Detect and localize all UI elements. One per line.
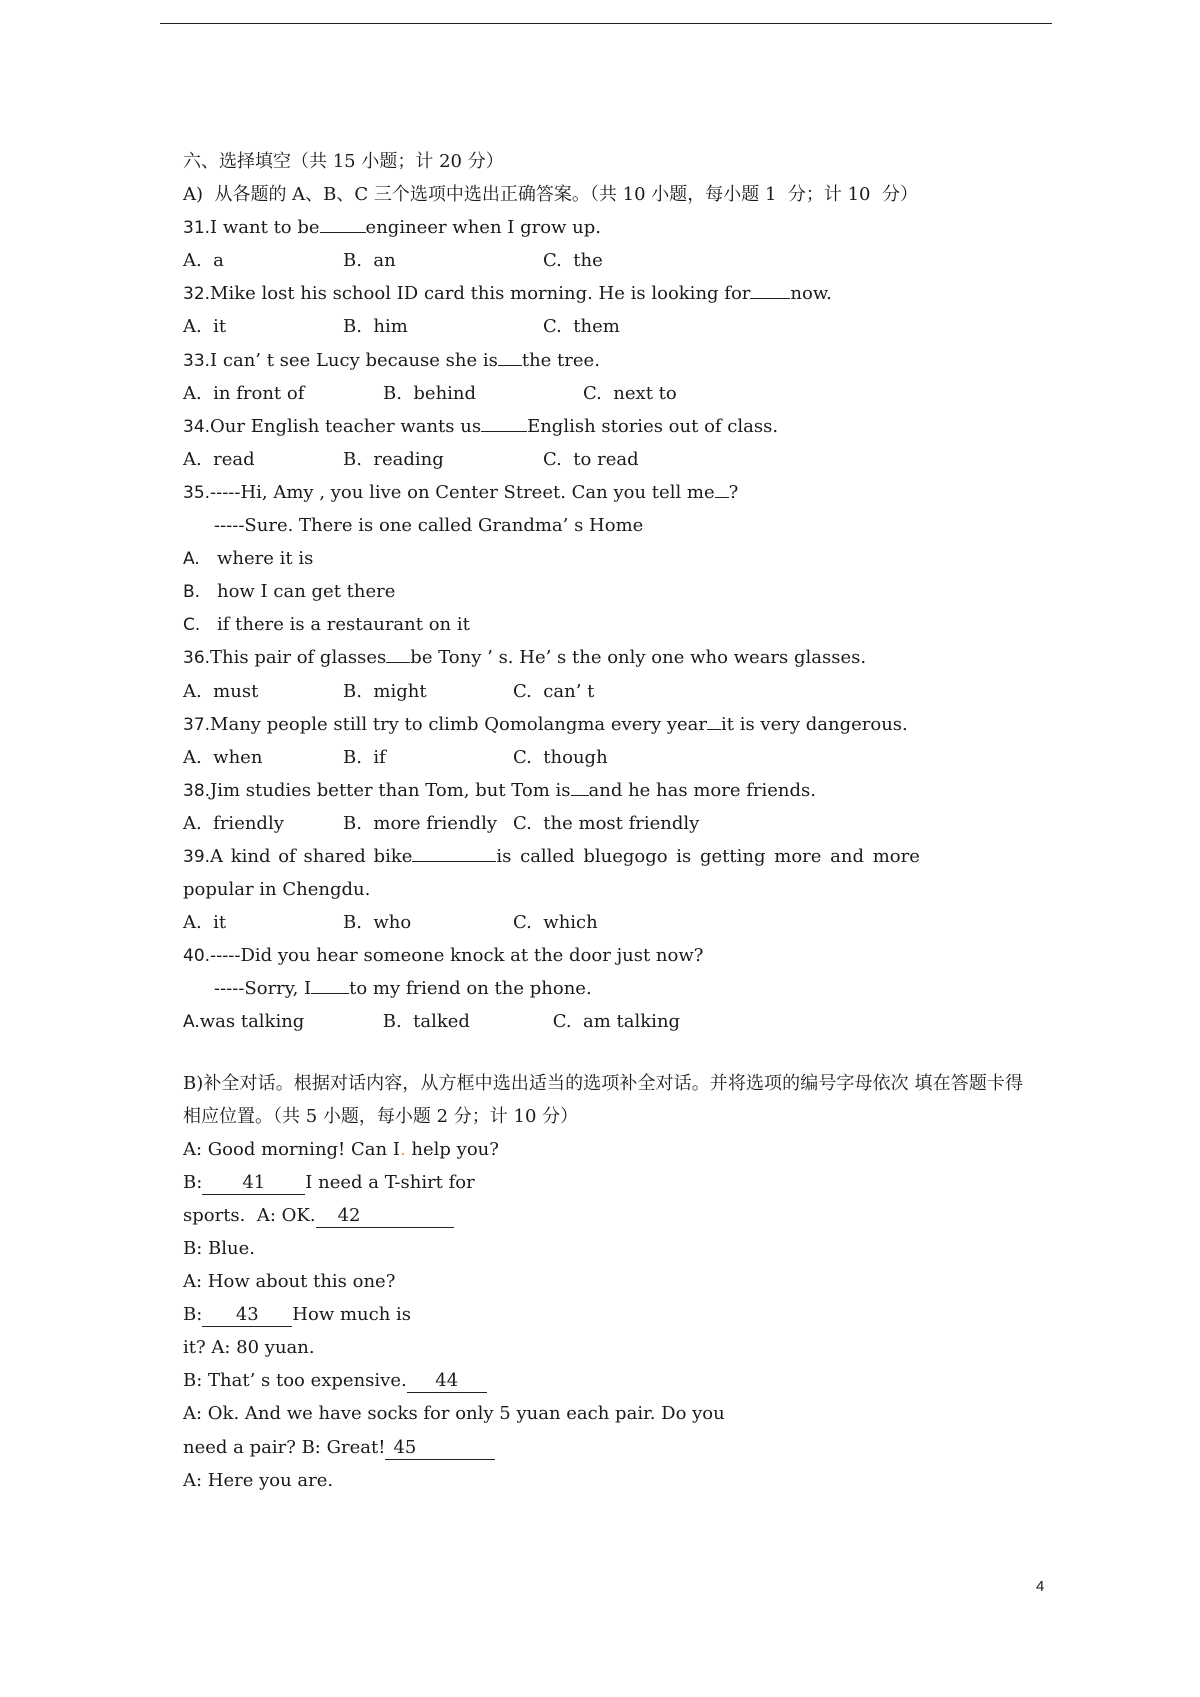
- dialogue-line-9: A: Ok. And we have socks for only 5 yuan each pair. Do you: [183, 1403, 725, 1425]
- answer-blank: [715, 477, 729, 498]
- dialogue-line-3: sports. A: OK. 42: [183, 1199, 1023, 1232]
- question-32: 32.Mike lost his school ID card this morning. He is looking for now.: [183, 277, 1023, 310]
- part-a-instructions: A) 从各题的 A、B、C 三个选项中选出正确答案。（共 10 小题，每小题 1 分；计 10 分）: [183, 184, 918, 206]
- options-38: A. friendly B. more friendly C. the most friendly: [183, 812, 700, 834]
- dialogue-line-4: B: Blue.: [183, 1238, 255, 1259]
- part-b-instructions: B)补全对话。根据对话内容，从方框中选出适当的选项补全对话。并将选项的编号字母依次 填在答题卡得相应位置。（共 5 小题，每小题 2 分；计 10 分）: [183, 1072, 1023, 1127]
- dialogue-line-8: B: That’ s too expensive. 44: [183, 1364, 1023, 1397]
- page-number: 4: [1036, 1578, 1045, 1595]
- answer-blank: [481, 411, 527, 432]
- question-38: 38.Jim studies better than Tom, but Tom is and he has more friends.: [183, 774, 1023, 807]
- question-33: 33.I can’ t see Lucy because she is the tree.: [183, 344, 1023, 377]
- options-37: A. when B. if C. though: [183, 746, 608, 768]
- question-35-reply: -----Sure. There is one called Grandma’ s Home: [214, 515, 644, 537]
- options-40: A.was talking B. talked C. am talking: [183, 1011, 681, 1033]
- option-35-b: B. how I can get there: [183, 581, 396, 603]
- answer-blank: [311, 973, 349, 994]
- question-31: 31.I want to be engineer when I grow up.: [183, 211, 1023, 244]
- answer-blank-45: 45: [385, 1437, 495, 1460]
- options-39: A. it B. who C. which: [183, 912, 598, 934]
- exam-page: [183, 145, 1023, 1497]
- question-39: 39.A kind of shared bike is called bluegogo is getting more and more: [183, 840, 1023, 873]
- dialogue-line-11: A: Here you are.: [183, 1469, 334, 1491]
- dialogue-line-2: B: 41 I need a T-shirt for: [183, 1171, 475, 1193]
- question-37: 37.Many people still try to climb Qomolangma every year it is very dangerous.: [183, 708, 1023, 741]
- answer-blank: [320, 212, 366, 233]
- dialogue-line-5: A: How about this one?: [183, 1271, 396, 1293]
- dialogue-line-6: B: 43 How much is: [183, 1304, 412, 1326]
- options-33: A. in front of B. behind C. next to: [183, 382, 677, 404]
- answer-blank: [386, 642, 410, 663]
- answer-blank: [750, 278, 790, 299]
- dialogue-line-7: it? A: 80 yuan.: [183, 1337, 315, 1359]
- options-34: A. read B. reading C. to read: [183, 448, 639, 470]
- header-rule: [160, 23, 1052, 24]
- question-40-reply: -----Sorry, I to my friend on the phone.: [183, 972, 1023, 1005]
- question-36: 36.This pair of glasses be Tony ’ s. He’ s the only one who wears glasses.: [183, 641, 1023, 674]
- answer-blank: [707, 709, 721, 730]
- answer-blank-42: 42: [316, 1205, 454, 1228]
- options-32: A. it B. him C. them: [183, 316, 620, 338]
- question-39-cont: popular in Chengdu.: [183, 879, 371, 901]
- answer-blank-43: 43: [202, 1304, 292, 1327]
- answer-blank-44: 44: [407, 1370, 487, 1393]
- question-40: 40.-----Did you hear someone knock at the door just now?: [183, 945, 704, 967]
- option-35-c: C. if there is a restaurant on it: [183, 614, 470, 636]
- question-34: 34.Our English teacher wants us English stories out of class.: [183, 410, 1023, 443]
- highlight-dot: .: [399, 1138, 406, 1160]
- option-35-a: A. where it is: [183, 548, 314, 570]
- dialogue-line-10: need a pair? B: Great! 45: [183, 1431, 1023, 1464]
- options-31: A. a B. an C. the: [183, 250, 603, 272]
- answer-blank: [498, 345, 522, 366]
- dialogue-line-1: A: Good morning! Can I. help you?: [183, 1138, 499, 1160]
- options-36: A. must B. might C. can’ t: [183, 680, 595, 702]
- answer-blank-41: 41: [202, 1172, 305, 1195]
- answer-blank: [412, 841, 496, 862]
- question-35: 35.-----Hi, Amy , you live on Center Street. Can you tell me ?: [183, 476, 1023, 509]
- answer-blank: [571, 775, 589, 796]
- section-title: 六、选择填空（共 15 小题；计 20 分）: [183, 151, 504, 172]
